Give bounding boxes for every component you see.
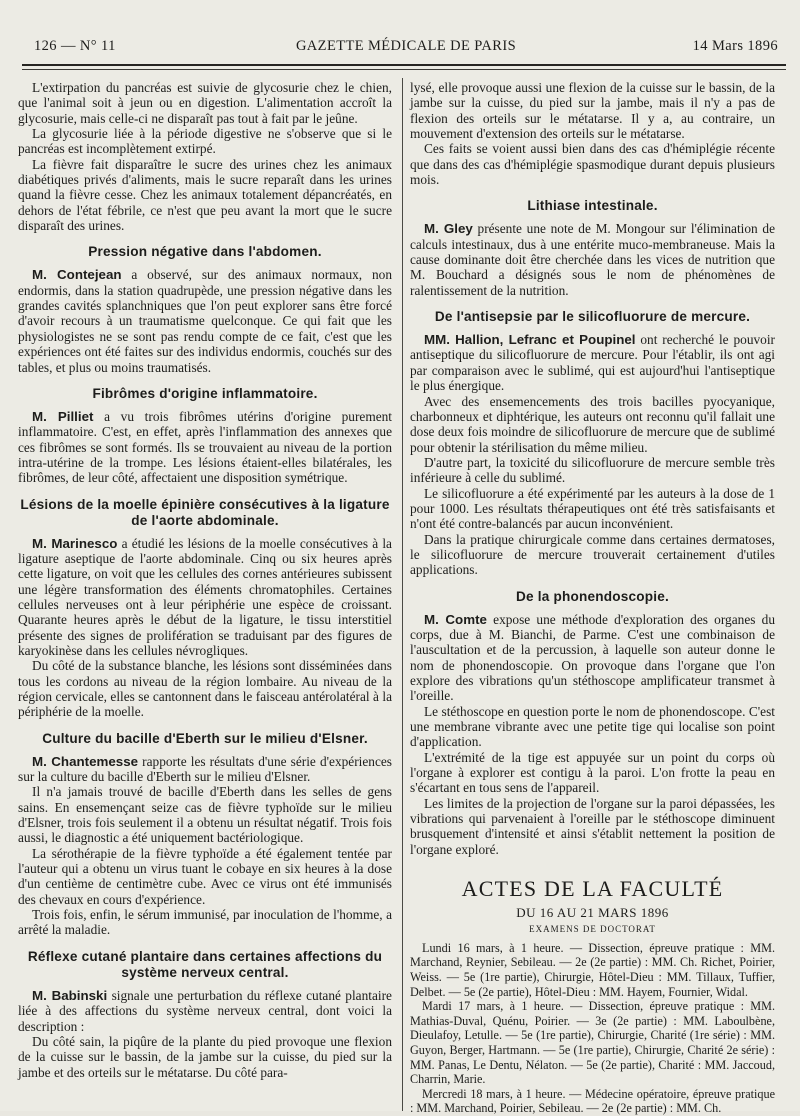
paragraph: L'extrémité de la tige est appuyée sur un point du corps où l'organe à explorer est contigu à la paroi. L'on frotte la peau en s'écartant en tous sens de l'appareil. — [410, 749, 775, 796]
author-name: M. Pilliet — [32, 408, 94, 424]
author-name: MM. Hallion, Lefranc et Poupinel — [424, 332, 636, 348]
paragraph: Les limites de la projection de l'organe sur la paroi dépassées, les vibrations qui parvenaient à l'oreille par le stéthoscope diminuent brusquement d'intensité et ainsi s'établit nettement la position de l'organe exploré. — [410, 795, 775, 857]
paragraph-text: a vu trois fibrômes utérins d'origine purement inflammatoire. C'est, en effet, après l'inflammation des annexes que ces fibrômes se sont formés. Ils se trouvaient au niveau de la portion intra-utérine de la trompe. Les lésions étaient-elles bilatérales, les fibrômes, de leur côté, affectaient une disposition symétrique. — [18, 408, 393, 486]
paragraph: La sérothérapie de la fièvre typhoïde a été également tentée par l'auteur qui a obtenu un virus tuant le cobaye en six heures à la dose d'un centième de centimètre cube. Avec ce virus ont été immunisés des chevaux en cours d'expérience. — [18, 845, 392, 907]
column-divider — [402, 78, 403, 1111]
journal-title: GAZETTE MÉDICALE DE PARIS — [295, 38, 517, 54]
paragraph: La glycosurie liée à la période digestive ne s'observe que si le pancréas est incomplètement extirpé. — [18, 126, 392, 157]
paragraph — [18, 988, 392, 1034]
section-heading: Fibrômes d'origine inflammatoire. — [92, 385, 318, 401]
paragraph-text: signale une perturbation du réflexe cutané plantaire liée à des affections du système nerveux central, dont voici la description : — [18, 987, 392, 1034]
exam-schedule — [410, 941, 775, 1116]
section-heading: Réflexe cutané plantaire dans certaines affections du système nerveux central. — [27, 948, 383, 980]
section-heading: Pression négative dans l'abdomen. — [88, 244, 322, 260]
paragraph-text: rapporte les résultats d'une série d'expériences sur la culture du bacille d'Eberth sur le milieu d'Elsner. — [18, 753, 393, 785]
section-heading: Lithiase intestinale. — [527, 198, 658, 214]
paragraph: Dans la pratique chirurgicale comme dans certaines dermatoses, le silicofluorure de mercure trouverait certainement d'utiles applications. — [410, 531, 775, 578]
paragraph: Trois fois, enfin, le sérum immunisé, par inoculation de l'homme, a arrêté la maladie. — [18, 907, 392, 938]
paragraph: L'extirpation du pancréas est suivie de glycosurie chez le chien, que l'animal soit à jeun ou en digestion. L'alimentation accroît la glycosurie, mais celle-ci ne disparaît pas tout à fait par le jeûne. — [18, 80, 392, 126]
header-rule — [22, 64, 786, 66]
section-heading: Culture du bacille d'Eberth sur le milieu d'Elsner. — [42, 730, 368, 746]
left-column — [18, 80, 392, 1080]
right-column — [410, 80, 775, 1116]
paragraph: D'autre part, la toxicité du silicofluorure de mercure semble très inférieure à celle du sublimé. — [410, 454, 775, 486]
paragraph: Le silicofluorure a été expérimenté par les auteurs à la dose de 1 pour 1000. Les résultats thérapeutiques ont été très satisfaisants et n'ont été contre-balancés par aucun inconvénient. — [410, 485, 775, 532]
paragraph — [410, 332, 775, 393]
paragraph — [18, 536, 392, 659]
author-name: M. Marinesco — [32, 535, 118, 551]
page-header — [34, 38, 778, 60]
author-name: M. Chantemesse — [32, 753, 139, 769]
actes-dates: DU 16 AU 21 MARS 1896 — [516, 905, 669, 921]
actes-title: ACTES DE LA FACULTÉ — [461, 876, 724, 902]
exam-day: Lundi 16 mars, à 1 heure. — Dissection, épreuve pratique : MM. Marchand, Reynier, Sebileau. — 2e (2e partie) : MM. Ch. Richet, Poirier, Weiss. — 5e (1re partie), Chirurgie, Hôtel-Dieu : MM. Tillaux, Tuffier, Delbet. — 5e (2e partie), Hôtel-Dieu : MM. Hayem, Fournier, Widal. — [410, 940, 775, 999]
section-heading: De l'antisepsie par le silicofluorure de mercure. — [434, 309, 751, 325]
section-heading: Lésions de la moelle épinière consécutives à la ligature de l'aorte abdominale. — [20, 496, 390, 528]
paragraph: Il n'a jamais trouvé de bacille d'Eberth dans les selles de gens sains. En ensemençant seize cas de fièvre typhoïde sur le milieu d'Elsner, trois fois seulement il a obtenu un résultat négatif. Trois fois aussi, le diagnostic a été uniquement bactériologique. — [18, 784, 392, 846]
section-heading: De la phonendoscopie. — [516, 588, 669, 604]
paragraph: Avec des ensemencements des trois bacilles pyocyanique, charbonneux et diphtérique, les auteurs ont reconnu qu'il fallait une dose deux fois moindre de silicofluorure de mercure que de sublimé pour obtenir la stérilisation du même milieu. — [410, 393, 775, 455]
paragraph: Ces faits se voient aussi bien dans des cas d'hémiplégie récente que dans des cas d'hémiplégie spasmodique durant depuis plusieurs mois. — [410, 141, 775, 188]
page-number: 126 — N° 11 — [34, 38, 116, 54]
paragraph — [410, 221, 775, 298]
paragraph-text: présente une note de M. Mongour sur l'élimination de calculs intestinaux, dus à une entérite muco-membraneuse. Mais la cause dominante doit être cherchée dans les vices de nutrition que M. Bouchard a désignés sous le nom de phénomènes de ralentissement de la nutrition. — [410, 221, 775, 298]
paragraph: Le stéthoscope en question porte le nom de phonendoscope. C'est une membrane vibrante avec une petite tige qui localise son point d'application. — [410, 703, 775, 750]
exam-day: Mardi 17 mars, à 1 heure. — Dissection, épreuve pratique : MM. Mathias-Duval, Quénu, Poirier. — 3e (2e partie) : MM. Laboulbène, Dieulafoy, Letulle. — 5e (1re partie), Chirurgie, Charité (1re série) : MM. Guyon, Berger, Hartmann. — 5e (1re partie), Chirurgie, Charité 2e série) : MM. Panas, Le Dentu, Nélaton. — 5e (2e partie), Charité : MM. Jaccoud, Charrin, Marie. — [410, 999, 775, 1087]
exam-day: Mercredi 18 mars, à 1 heure. — Médecine opératoire, épreuve pratique : MM. Marchand, Poirier, Sebileau. — 2e (2e partie) : MM. Ch. — [410, 1086, 775, 1116]
paragraph — [18, 267, 392, 374]
paragraph-text: a observé, sur des animaux normaux, non endormis, dans la station quadrupède, une pression négative dans les grandes cavités splanchniques que l'on peut explorer sans être forcé d'avoir recours à un traumatisme quelconque. Ce qui fait que les physiologistes ne se sont pas rendu compte de ce fait, c'est que les expériences ont été faites sur des individus endormis, couchés sur des tables, et plus ou moins traumatisés. — [18, 267, 392, 375]
author-name: M. Comte — [424, 611, 487, 627]
issue-date: 14 Mars 1896 — [692, 38, 778, 54]
header-rule-thin — [22, 69, 786, 70]
paragraph — [18, 409, 392, 486]
paragraph: lysé, elle provoque aussi une flexion de la cuisse sur le bassin, de la jambe sur la cuisse, du pied sur la jambe, mais il n'y a pas de flexion des orteils sur le métatarse. Il y a, au contraire, un mouvement d'extension des orteils sur le métatarse. — [410, 80, 775, 142]
paragraph: Du côté de la substance blanche, les lésions sont disséminées dans tous les cordons au niveau de la région lombaire. Au niveau de la région cervicale, elles se cantonnent dans le faisceau antérolatéral à la périphérie de la moelle. — [18, 658, 392, 720]
paragraph: Du côté sain, la piqûre de la plante du pied provoque une flexion de la cuisse sur le bassin, de la jambe sur la cuisse, du pied sur la jambe et des orteils sur le métatarse. Du côté para- — [18, 1033, 392, 1080]
paragraph: La fièvre fait disparaître le sucre des urines chez les animaux diabétiques privés d'aliments, mais le sucre reparaît dans les urines quand la fièvre cesse. Chez les animaux totalement dépancréatés, en dehors de l'état fébrile, ce n'est que peu avant la mort que le sucre disparaît des urines. — [18, 156, 392, 234]
paragraph-text: ont recherché le pouvoir antiseptique du silicofluorure de mercure. Pour l'établir, ils ont agi par comparaison avec le sublimé, qui est aujourd'hui l'antiseptique le plus énergique. — [410, 332, 775, 394]
author-name: M. Contejean — [32, 267, 122, 283]
exams-heading: EXAMENS DE DOCTORAT — [529, 924, 656, 935]
paragraph — [18, 754, 392, 785]
paragraph-text: a étudié les lésions de la moelle consécutives à la ligature aseptique de l'aorte abdominale. Cinq ou six heures après cette ligature, on voit que les cellules des cornes antérieures subissent une légère transformation des éléments chromatophiles. Certaines cellules nerveuses ont à leur périphérie une espèce de croissant. Quarante heures après le début de la ligature, le tissu interstitiel présente des signes de prolifération se traduisant par des figures de karyokinèse dans les cellules névrogliques. — [18, 535, 392, 658]
author-name: M. Gley — [424, 221, 473, 237]
paragraph-text: expose une méthode d'exploration des organes du corps, due à M. Bianchi, de Parme. C'est une combinaison de l'auscultation et de la percussion, à laquelle son auteur donne le nom de phonendoscopie. On provoque dans l'organe que l'on explore des vibrations qu'un stéthoscope amplificateur transmet à l'oreille. — [410, 611, 775, 704]
paragraph — [410, 612, 775, 704]
author-name: M. Babinski — [32, 987, 108, 1003]
